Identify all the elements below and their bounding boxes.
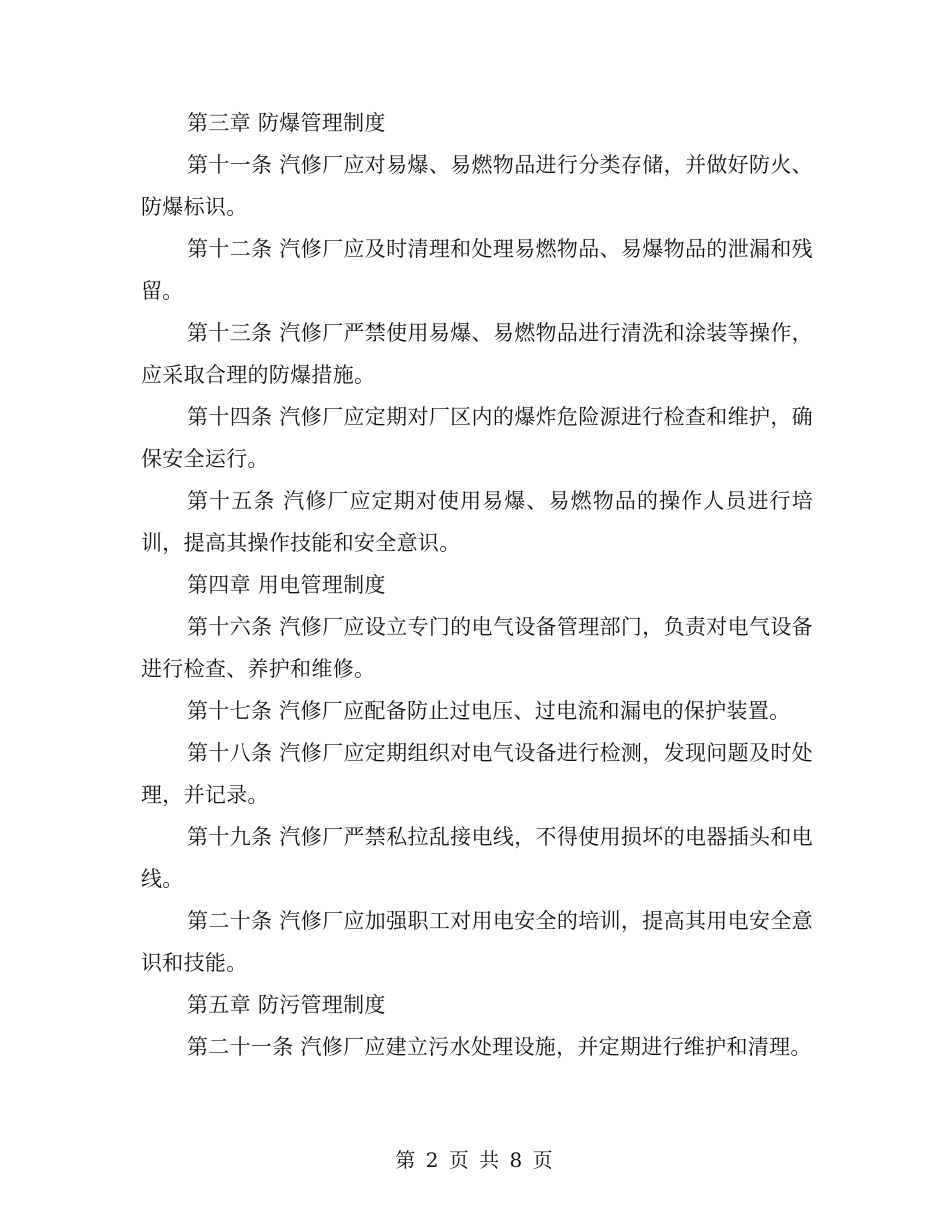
article-paragraph: 第十七条 汽修厂应配备防止过电压、过电流和漏电的保护装置。 <box>187 699 791 723</box>
article-paragraph: 第二十一条 汽修厂应建立污水处理设施，并定期进行维护和清理。 <box>187 1035 812 1059</box>
article-paragraph: 第十三条 汽修厂严禁使用易爆、易燃物品进行清洗和涂装等操作，应采取合理的防爆措施。 <box>141 321 813 387</box>
document-body <box>141 102 813 1068</box>
article-paragraph: 第二十条 汽修厂应加强职工对用电安全的培训，提高其用电安全意识和技能。 <box>141 909 813 975</box>
article-paragraph: 第十一条 汽修厂应对易爆、易燃物品进行分类存储，并做好防火、防爆标识。 <box>141 153 813 219</box>
chapter-heading: 第四章 用电管理制度 <box>187 573 386 597</box>
article-paragraph: 第十四条 汽修厂应定期对厂区内的爆炸危险源进行检查和维护，确保安全运行。 <box>141 405 813 471</box>
article-paragraph: 第十六条 汽修厂应设立专门的电气设备管理部门，负责对电气设备进行检查、养护和维修。 <box>141 615 813 681</box>
article-paragraph: 第十八条 汽修厂应定期组织对电气设备进行检测，发现问题及时处理，并记录。 <box>141 741 813 807</box>
page-number-footer: 第 2 页 共 8 页 <box>395 1148 555 1172</box>
chapter-heading: 第三章 防爆管理制度 <box>187 111 386 135</box>
article-paragraph: 第十九条 汽修厂严禁私拉乱接电线，不得使用损坏的电器插头和电线。 <box>141 825 813 891</box>
article-paragraph: 第十二条 汽修厂应及时清理和处理易燃物品、易爆物品的泄漏和残留。 <box>141 237 813 303</box>
chapter-heading: 第五章 防污管理制度 <box>187 993 386 1017</box>
article-paragraph: 第十五条 汽修厂应定期对使用易爆、易燃物品的操作人员进行培训，提高其操作技能和安全意识。 <box>141 489 813 555</box>
